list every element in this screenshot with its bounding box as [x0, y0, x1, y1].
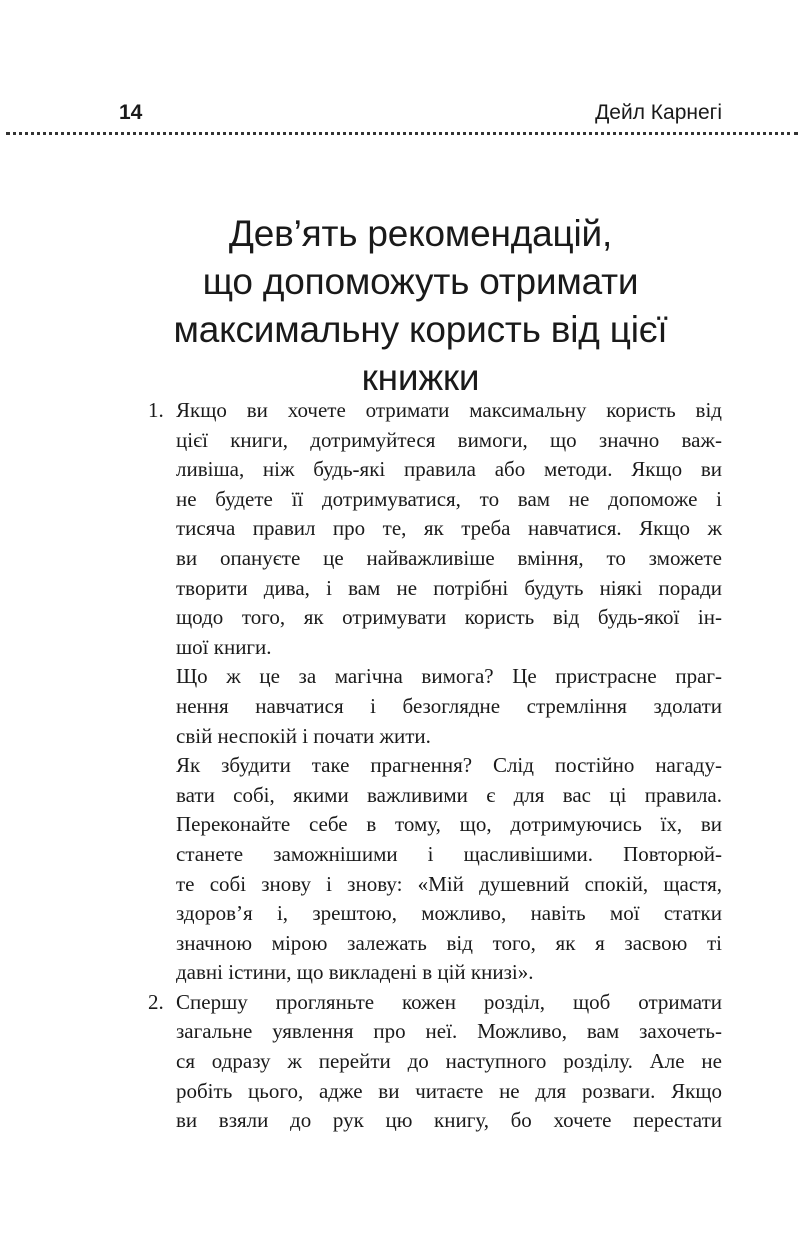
paragraph: [176, 396, 722, 662]
text-line: ся одразу ж перейти до наступного розділу. Але не: [176, 1049, 722, 1074]
item-number: 1.: [148, 398, 164, 422]
running-header: [0, 98, 798, 138]
text-line: Спершу прогляньте кожен розділ, щоб отримати: [176, 989, 722, 1014]
text-line: не будете її дотримуватися, то вам не допоможе і: [176, 486, 722, 511]
recommendation-item: [148, 396, 722, 988]
text-line: ливіша, ніж будь-які правила або методи. Якщо ви: [176, 457, 722, 482]
text-line: тисяча правил про те, як треба навчатися. Якщо ж: [176, 516, 722, 541]
text-line: вати собі, якими важливими є для вас ці правила.: [176, 782, 722, 807]
text-line: Що ж це за магічна вимога? Це пристрасне праг-: [176, 664, 722, 689]
text-line: шої книги.: [176, 634, 272, 659]
recommendations-list: [148, 396, 722, 1136]
text-line: Як збудити таке прагнення? Слід постійно нагаду-: [176, 753, 722, 778]
recommendation-item: [148, 988, 722, 1136]
page-number: 14: [119, 101, 143, 124]
running-head-author: Дейл Карнегі: [595, 101, 722, 124]
chapter-title: [119, 210, 722, 402]
text-line: станете заможнішими і щасливішими. Повторюй-: [176, 841, 722, 866]
text-line: творити дива, і вам не потрібні будуть ніякі поради: [176, 575, 722, 600]
paragraph: [176, 751, 722, 988]
paragraph: [176, 662, 722, 751]
text-line: Переконайте себе в тому, що, дотримуючись їх, ви: [176, 812, 722, 837]
chapter-title-line: максимальну користь від цієї: [173, 309, 668, 350]
text-line: здоров’я і, зрештою, можливо, навіть мої статки: [176, 901, 722, 926]
header-dotted-rule: [6, 132, 798, 135]
item-number: 2.: [148, 989, 164, 1014]
text-line: робіть цього, адже ви читаєте не для розваги. Якщо: [176, 1078, 722, 1103]
text-line: щодо того, як отримувати користь від будь-якої ін-: [176, 605, 722, 630]
text-line: те собі знову і знову: «Мій душевний спокій, щастя,: [176, 871, 722, 896]
text-line: ви взяли до рук цю книгу, бо хочете перестати: [176, 1108, 722, 1133]
chapter-title-line: книжки: [361, 357, 480, 398]
paragraph: [176, 988, 722, 1136]
text-line: загальне уявлення про неї. Можливо, вам захочеть-: [176, 1019, 722, 1044]
chapter-title-line: Дев’ять рекомендацій,: [228, 213, 613, 254]
chapter-title-line: що допоможуть отримати: [202, 261, 639, 302]
text-line: свій неспокій і почати жити.: [176, 723, 431, 748]
text-line: значною мірою залежать від того, як я засвою ті: [176, 930, 722, 955]
text-line: нення навчатися і безоглядне стремління здолати: [176, 693, 722, 718]
text-line: Якщо ви хочете отримати максимальну користь від: [176, 398, 722, 422]
text-line: давні істини, що викладені в цій книзі».: [176, 960, 534, 985]
text-line: ви опануєте це найважливіше вміння, то зможете: [176, 545, 722, 570]
text-line: цієї книги, дотримуйтеся вимоги, що значно важ-: [176, 427, 722, 452]
